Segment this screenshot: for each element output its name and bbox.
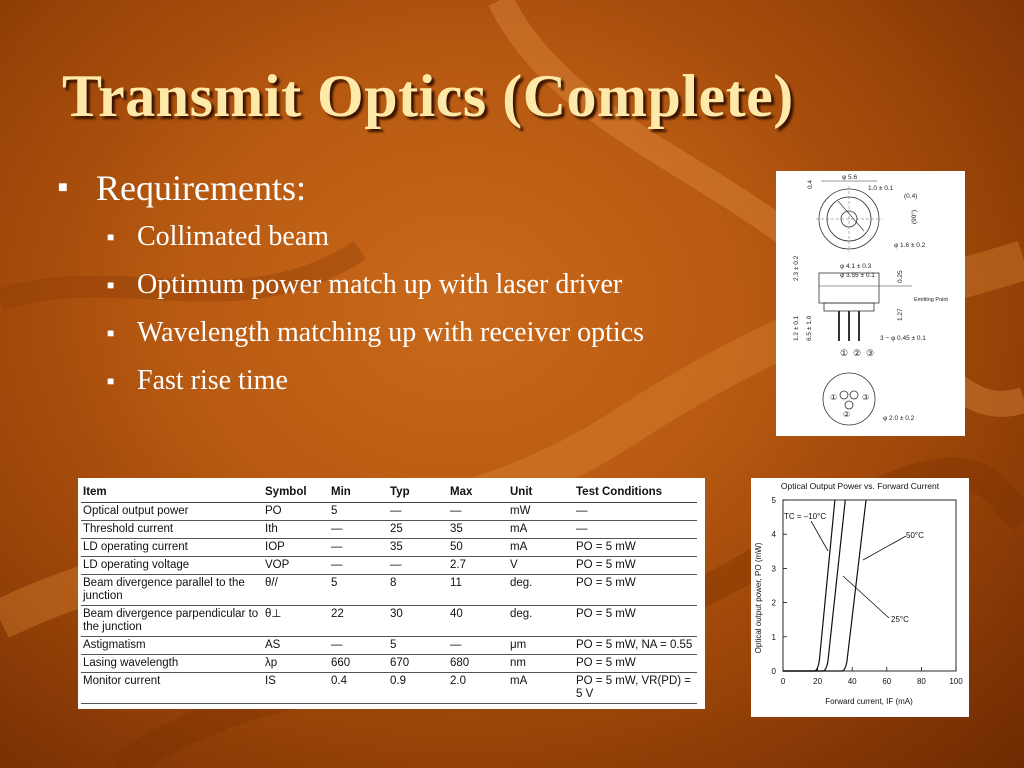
sub-bullet <box>107 264 770 306</box>
dim-label: φ 5.6 <box>842 174 858 181</box>
table-cell: Optical output power <box>81 503 263 521</box>
bullet-square-icon: ■ <box>107 278 115 292</box>
curve-25 <box>783 500 845 671</box>
power-current-graph <box>751 478 969 717</box>
x-tick-label: 0 <box>780 677 786 686</box>
table-cell: mA <box>508 539 574 557</box>
dim-label: 6.5 ± 1.0 <box>806 315 813 341</box>
table-cell: θ// <box>263 575 329 606</box>
dim-label: (0.4) <box>904 193 918 200</box>
table-cell: 670 <box>388 655 448 673</box>
sub-bullet <box>107 216 770 258</box>
curve-label-25: 25°C <box>891 615 909 624</box>
package-drawing-panel <box>776 171 965 436</box>
graph-ylabel: Optical output power, PO (mW) <box>754 542 763 654</box>
table-cell: LD operating current <box>81 539 263 557</box>
slide-title: Transmit Optics (Complete) <box>62 63 794 129</box>
table-cell: 0.4 <box>329 673 388 704</box>
bullet-requirements <box>55 166 770 210</box>
table-row <box>81 503 697 521</box>
table-cell: Beam divergence parallel to the junction <box>81 575 263 606</box>
table-cell: Threshold current <box>81 521 263 539</box>
x-tick-label: 40 <box>847 677 857 686</box>
table-cell: Astigmatism <box>81 637 263 655</box>
table-cell: 680 <box>448 655 508 673</box>
table-cell: 8 <box>388 575 448 606</box>
table-cell: PO = 5 mW <box>574 606 697 637</box>
table-cell: 25 <box>388 521 448 539</box>
table-cell: mA <box>508 521 574 539</box>
dim-label: φ 4.1 ± 0.3 <box>840 263 872 270</box>
sub-bullet <box>107 312 770 354</box>
pin-label: ② <box>853 348 862 358</box>
dim-label: 0.4 <box>807 179 814 189</box>
table-row <box>81 539 697 557</box>
y-tick-label: 3 <box>771 564 776 574</box>
table-cell: 35 <box>448 521 508 539</box>
table-cell: λp <box>263 655 329 673</box>
leader-line <box>811 521 828 551</box>
table-cell: — <box>574 521 697 539</box>
table-cell: mW <box>508 503 574 521</box>
table-cell: PO = 5 mW <box>574 575 697 606</box>
table-cell: PO = 5 mW, NA = 0.55 <box>574 637 697 655</box>
table-cell: 660 <box>329 655 388 673</box>
table-cell: PO = 5 mW <box>574 539 697 557</box>
table-cell: 0.9 <box>388 673 448 704</box>
table-cell: Ith <box>263 521 329 539</box>
spec-table-panel <box>78 478 705 709</box>
table-cell: — <box>388 557 448 575</box>
table-row <box>81 521 697 539</box>
table-cell: 35 <box>388 539 448 557</box>
table-cell: — <box>388 503 448 521</box>
table-cell: PO = 5 mW <box>574 655 697 673</box>
table-cell: deg. <box>508 575 574 606</box>
table-cell: 40 <box>448 606 508 637</box>
curve-label-50: 50°C <box>906 531 924 540</box>
table-row <box>81 606 697 637</box>
pin-label: ① <box>840 348 849 358</box>
col-header: Min <box>329 482 388 503</box>
y-tick-label: 5 <box>771 496 776 505</box>
y-tick-label: 0 <box>771 667 776 676</box>
table-cell: μm <box>508 637 574 655</box>
dim-label: 1.0 ± 0.1 <box>868 185 894 192</box>
bullet-list <box>55 166 770 402</box>
col-header: Item <box>81 482 263 503</box>
table-cell: mA <box>508 673 574 704</box>
table-cell: PO <box>263 503 329 521</box>
dim-label: 1.2 ± 0.1 <box>793 315 800 341</box>
table-cell: — <box>329 521 388 539</box>
dim-label: φ 2.0 ± 0.2 <box>883 415 915 422</box>
table-cell: IOP <box>263 539 329 557</box>
graph-xlabel: Forward current, IF (mA) <box>825 697 913 706</box>
table-cell: Lasing wavelength <box>81 655 263 673</box>
pin-label: ③ <box>866 348 875 358</box>
leader-line <box>843 576 889 618</box>
x-tick-label: 60 <box>882 677 892 686</box>
table-cell: — <box>329 557 388 575</box>
table-row <box>81 557 697 575</box>
pin-label: ① <box>830 393 838 402</box>
bullet-square-icon: ■ <box>107 326 115 340</box>
sub-bullet-text: Wavelength matching up with receiver optics <box>137 317 645 348</box>
table-row <box>81 655 697 673</box>
col-header: Typ <box>388 482 448 503</box>
table-cell: 50 <box>448 539 508 557</box>
table-cell: PO = 5 mW, VR(PD) = 5 V <box>574 673 697 704</box>
table-cell: AS <box>263 637 329 655</box>
dim-label: φ 1.6 ± 0.2 <box>894 242 926 249</box>
dim-label: Emitting Point <box>914 297 948 303</box>
table-cell: Beam divergence parpendicular to the junction <box>81 606 263 637</box>
bullet-square-icon: ■ <box>107 374 115 388</box>
sub-bullet-text: Fast rise time <box>137 365 288 396</box>
y-tick-label: 4 <box>771 530 776 540</box>
table-cell: IS <box>263 673 329 704</box>
table-cell: 22 <box>329 606 388 637</box>
power-current-graph-panel <box>751 478 969 717</box>
graph-axes <box>772 496 964 686</box>
table-cell: 5 <box>329 503 388 521</box>
pin-label: ② <box>843 410 851 419</box>
dim-label: φ 3.55 ± 0.1 <box>840 272 875 279</box>
sub-bullet <box>107 360 770 402</box>
table-cell: 2.0 <box>448 673 508 704</box>
dim-label: 0.25 <box>897 270 904 283</box>
spec-table <box>81 482 697 704</box>
x-tick-label: 20 <box>813 677 823 686</box>
table-cell: — <box>329 539 388 557</box>
x-tick-label: 100 <box>949 677 963 686</box>
table-cell: — <box>448 503 508 521</box>
table-cell: — <box>448 637 508 655</box>
table-header-row <box>81 482 697 503</box>
table-cell: — <box>574 503 697 521</box>
table-row <box>81 575 697 606</box>
table-cell: θ⊥ <box>263 606 329 637</box>
table-cell: deg. <box>508 606 574 637</box>
bullet-square-icon: ■ <box>58 179 68 196</box>
bullet-square-icon: ■ <box>107 230 115 244</box>
table-cell: VOP <box>263 557 329 575</box>
graph-title: Optical Output Power vs. Forward Current <box>780 481 940 491</box>
table-cell: 5 <box>388 637 448 655</box>
col-header: Symbol <box>263 482 329 503</box>
y-tick-label: 1 <box>771 632 776 642</box>
table-cell: Monitor current <box>81 673 263 704</box>
table-row <box>81 637 697 655</box>
table-cell: 11 <box>448 575 508 606</box>
col-header: Max <box>448 482 508 503</box>
dim-label: 3 − φ 0.45 ± 0.1 <box>880 335 926 342</box>
table-cell: 2.7 <box>448 557 508 575</box>
package-drawing <box>776 171 965 436</box>
leader-line <box>863 536 906 560</box>
table-cell: PO = 5 mW <box>574 557 697 575</box>
dim-label: 1.27 <box>897 308 904 321</box>
sub-bullet-text: Collimated beam <box>137 221 330 252</box>
table-cell: V <box>508 557 574 575</box>
y-tick-label: 2 <box>771 598 776 608</box>
table-row <box>81 673 697 704</box>
table-cell: 30 <box>388 606 448 637</box>
curve-label-minus10: TC = –10°C <box>784 512 827 521</box>
table-cell: nm <box>508 655 574 673</box>
x-tick-label: 80 <box>916 677 926 686</box>
bullet-text: Requirements: <box>96 168 306 208</box>
sub-bullet-text: Optimum power match up with laser driver <box>137 269 623 300</box>
table-cell: 5 <box>329 575 388 606</box>
table-cell: — <box>329 637 388 655</box>
col-header: Unit <box>508 482 574 503</box>
pin-label: ③ <box>862 393 870 402</box>
plot-frame <box>783 500 956 671</box>
curve-minus10 <box>783 500 835 671</box>
dim-label: (90°) <box>911 209 918 224</box>
col-header: Test Conditions <box>574 482 697 503</box>
table-cell: LD operating voltage <box>81 557 263 575</box>
dim-label: 2.3 ± 0.2 <box>793 255 800 281</box>
